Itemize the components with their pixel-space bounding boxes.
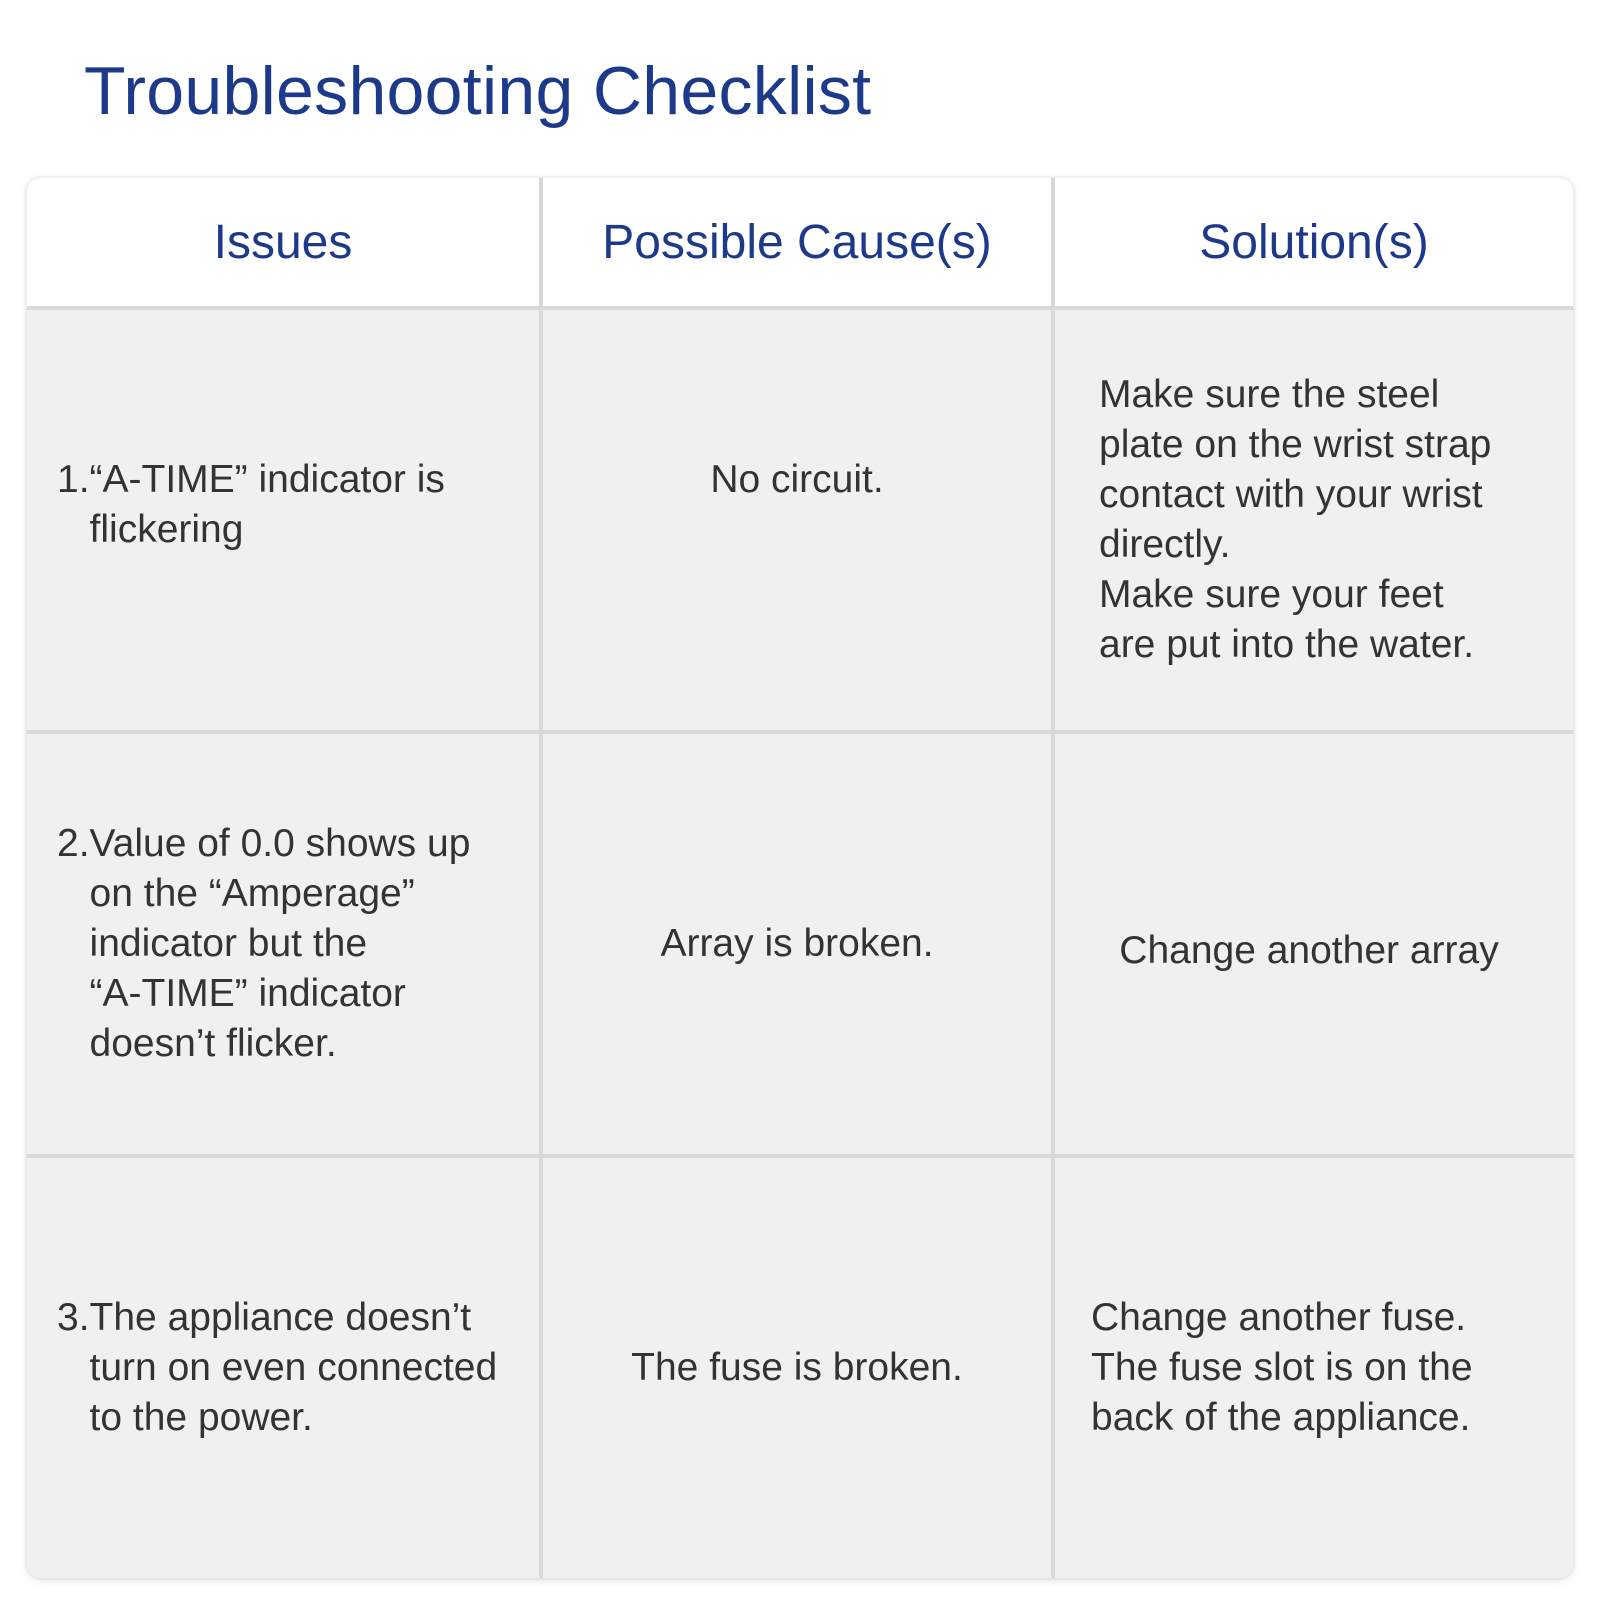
issue-number: 1.: [57, 458, 90, 501]
solution-text: Make sure the steel plate on the wrist strap contact with your wrist directly. Make sure your feet are put into the water.: [1099, 373, 1492, 666]
header-solutions: Solution(s): [1053, 178, 1573, 308]
cause-text: The fuse is broken.: [631, 1346, 963, 1389]
cause-text: Array is broken.: [660, 922, 934, 965]
table-row: [27, 308, 1573, 732]
issue-cell: [27, 1156, 541, 1578]
issue-cell: [27, 308, 541, 732]
cause-text: No circuit.: [710, 458, 884, 501]
header-issues: Issues: [27, 178, 541, 308]
solution-cell: [1053, 1156, 1573, 1578]
table-row: [27, 732, 1573, 1156]
cause-cell: [541, 308, 1053, 732]
table-header-row: [27, 178, 1573, 308]
cause-cell: [541, 732, 1053, 1156]
table-row: [27, 1156, 1573, 1578]
page-title: Troubleshooting Checklist: [84, 53, 872, 129]
cause-cell: [541, 1156, 1053, 1578]
issue-text: Value of 0.0 shows up on the “Amperage” indicator but the “A-TIME” indicator doesn’t flicker.: [89, 822, 471, 1065]
solution-cell: [1053, 308, 1573, 732]
troubleshooting-table: [27, 178, 1573, 1578]
solution-text: Change another fuse. The fuse slot is on the back of the appliance.: [1091, 1296, 1473, 1439]
issue-text: “A-TIME” indicator is flickering: [89, 458, 445, 551]
solution-text: Change another array: [1119, 929, 1499, 972]
issue-cell: [27, 732, 541, 1156]
issue-number: 2.: [57, 822, 90, 865]
issue-text: The appliance doesn’t turn on even connected to the power.: [89, 1296, 498, 1439]
solution-cell: [1053, 732, 1573, 1156]
header-possible-causes: Possible Cause(s): [541, 178, 1053, 308]
troubleshooting-table-card: [27, 178, 1573, 1578]
issue-number: 3.: [57, 1296, 90, 1339]
